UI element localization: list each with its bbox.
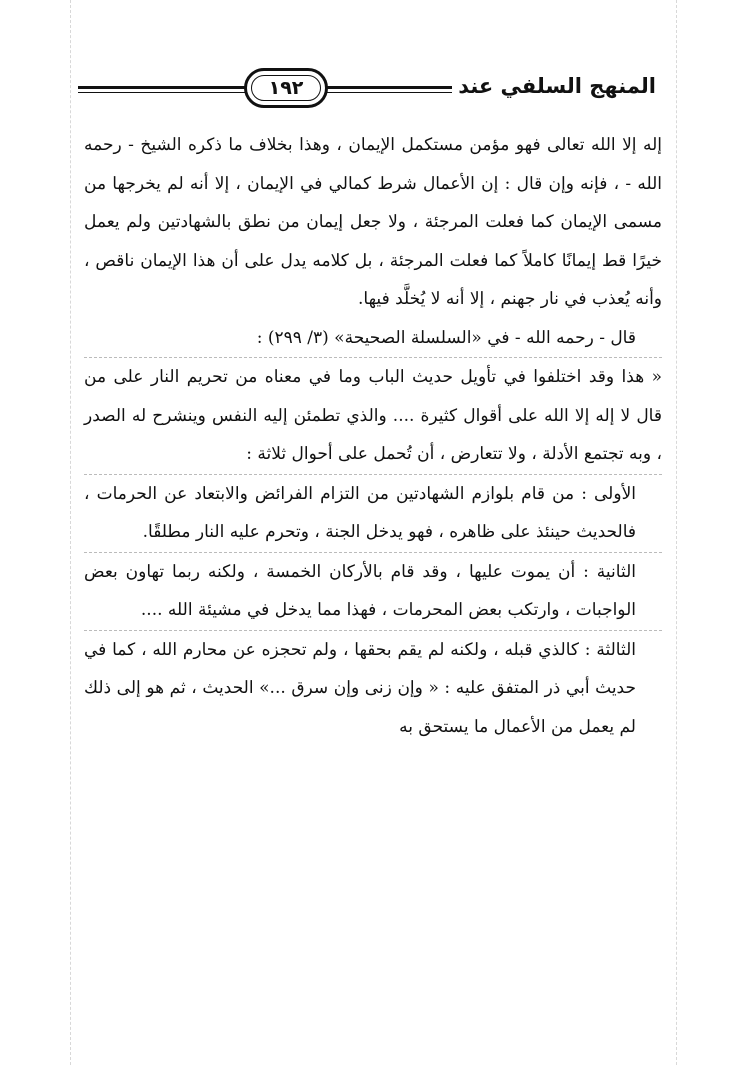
page-guide-line [70, 0, 71, 1065]
paragraph-quote-intro: قال - رحمه الله - في «السلسلة الصحيحة» (٣/ ٢٩٩) : [256, 327, 636, 348]
body-text [84, 126, 662, 746]
header-rule-left-thin [78, 92, 248, 93]
paragraph-first-state: الأولى : من قام بلوازم الشهادتين من التزام الفرائض والابتعاد عن الحرمات ، فالحديث حينئذ على ظاهره ، فهو يدخل الجنة ، وتحرم عليه النار مطلقًا. [84, 483, 636, 542]
paragraph-second-state: الثانية : أن يموت عليها ، وقد قام بالأركان الخمسة ، ولكنه ربما تهاون بعض الواجبات ، وارتكب بعض المحرمات ، فهذا مما يدخل في مشيئة الله .... [84, 561, 636, 620]
paragraph: إله إلا الله تعالى فهو مؤمن مستكمل الإيمان ، وهذا بخلاف ما ذكره الشيخ - رحمه الله - ، فإنه وإن قال : إن الأعمال شرط كمالي في الإيمان ، إلا أنه لم يخرجها من مسمى الإيمان كما فعلت المرجئة ، ولا جعل إيمان من نطق بالشهادتين ولم يعمل خيرًا قط إيمانًا كاملاً كما فعلت المرجئة ، بل كلامه يدل على أن هذا الإيمان ناقص ، وأنه يُعذب في نار جهنم ، إلا أنه لا يُخلَّد فيها. [84, 135, 662, 309]
running-header [78, 64, 656, 118]
page-number: ١٩٢ [251, 75, 321, 101]
page-guide-line [676, 0, 677, 1065]
page-number-badge [244, 68, 328, 108]
paragraph-third-state: الثالثة : كالذي قبله ، ولكنه لم يقم بحقها ، ولم تحجزه عن محارم الله ، كما في حديث أبي ذر المتفق عليه : « وإن زنى وإن سرق ...» الحديث ، ثم هو إلى ذلك لم يعمل من الأعمال ما يستحق به [84, 639, 636, 737]
header-rule-left [78, 86, 248, 89]
header-title: المنهج السلفي عند [452, 74, 656, 98]
paragraph-quote: « هذا وقد اختلفوا في تأويل حديث الباب وما في معناه من تحريم النار على من قال لا إله إلا الله على أقوال كثيرة .... والذي تطمئن إليه النفس وينشرح له الصدر ، وبه تجتمع الأدلة ، ولا تتعارض ، أن تُحمل على أحوال ثلاثة : [84, 367, 662, 464]
